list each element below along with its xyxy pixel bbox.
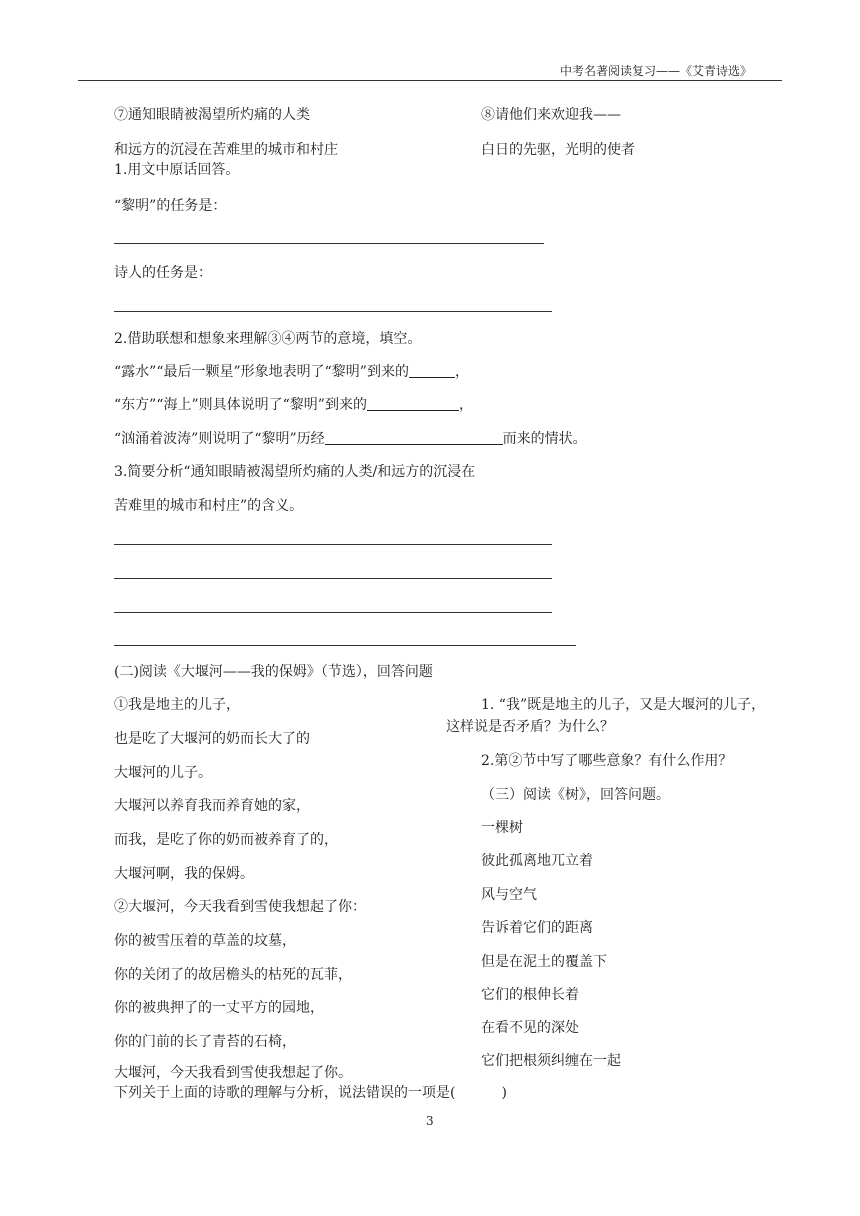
- final-question-close: ): [501, 1085, 507, 1101]
- poem-line: 它们把根须纠缠在一起: [481, 1053, 621, 1069]
- question-1-title: 1.用文中原话回答。: [114, 162, 240, 178]
- fill-blank[interactable]: [325, 430, 503, 445]
- section-3-title: （三）阅读《树》，回答问题。: [481, 787, 670, 803]
- section-2-question-1-cont: 这样说是否矛盾？为什么？: [446, 719, 614, 735]
- text: 而来的情状。: [502, 431, 587, 447]
- poem-line: ⑧请他们来欢迎我——: [481, 107, 621, 123]
- text: ，: [458, 397, 473, 413]
- fill-blank[interactable]: [409, 363, 455, 378]
- poem-line: 你的关闭了的故居檐头的枯死的瓦菲，: [114, 967, 352, 983]
- question-2-line-3: [114, 430, 587, 448]
- text: “露水”“最后一颗星”形象地表明了“黎明”到来的: [114, 364, 409, 380]
- text: “东方”“海上”则具体说明了“黎明”到来的: [114, 397, 367, 413]
- question-2-line-1: [114, 363, 469, 381]
- poem-line: 也是吃了大堰河的奶而长大了的: [114, 731, 310, 747]
- poem-line: 一棵树: [481, 820, 523, 836]
- page-number: 3: [426, 1114, 434, 1128]
- text: ，: [454, 364, 469, 380]
- poem-line: 你的被雪压着的草盖的坟墓，: [114, 933, 296, 949]
- poem-line: 风与空气: [481, 887, 537, 903]
- final-question-text: 下列关于上面的诗歌的理解与分析，说法错误的一项是(: [114, 1085, 456, 1101]
- poem-line: 大堰河，今天我看到雪使我想起了你。: [114, 1065, 352, 1081]
- answer-line[interactable]: [114, 311, 552, 312]
- section-2-question-1: 1. “我”既是地主的儿子，又是大堰河的儿子，: [481, 697, 766, 713]
- poem-line: 大堰河啊，我的保姆。: [114, 866, 254, 882]
- section-2-question-2: 2.第②节中写了哪些意象？有什么作用？: [481, 753, 733, 769]
- answer-line[interactable]: [114, 645, 576, 646]
- answer-line[interactable]: [114, 544, 552, 545]
- header-rule: [78, 80, 782, 81]
- question-1-label-a: “黎明”的任务是：: [114, 198, 227, 214]
- poem-line: 告诉着它们的距离: [481, 920, 593, 936]
- answer-line[interactable]: [114, 578, 552, 579]
- fill-blank[interactable]: [367, 396, 459, 411]
- poem-line: ②大堰河，今天我看到雪使我想起了你：: [114, 899, 366, 915]
- poem-line: 你的被典押了的一丈平方的园地，: [114, 1000, 324, 1016]
- question-3-title: 3.简要分析“通知眼睛被渴望所灼痛的人类/和远方的沉浸在: [114, 464, 476, 480]
- poem-line: 彼此孤离地兀立着: [481, 853, 593, 869]
- poem-line: ①我是地主的儿子，: [114, 697, 240, 713]
- question-2-title: 2.借助联想和想象来理解③④两节的意境，填空。: [114, 331, 422, 347]
- poem-line: 白日的先驱，光明的使者: [481, 142, 635, 158]
- poem-line: 而我，是吃了你的奶而被养育了的，: [114, 832, 338, 848]
- poem-line: 大堰河以养育我而养育她的家，: [114, 798, 310, 814]
- poem-line: 在看不见的深处: [481, 1020, 579, 1036]
- page-header-title: 中考名著阅读复习——《艾青诗选》: [559, 64, 752, 78]
- poem-line: 大堰河的儿子。: [114, 765, 212, 781]
- poem-line: 它们的根伸长着: [481, 987, 579, 1003]
- question-1-label-b: 诗人的任务是：: [114, 265, 212, 281]
- question-3-title-cont: 苦难里的城市和村庄”的含义。: [114, 498, 304, 514]
- poem-line: 你的门前的长了青苔的石椅，: [114, 1034, 296, 1050]
- poem-line: ⑦通知眼睛被渴望所灼痛的人类: [114, 107, 310, 123]
- poem-line: 和远方的沉浸在苦难里的城市和村庄: [114, 142, 338, 158]
- question-2-line-2: [114, 396, 473, 414]
- answer-line[interactable]: [114, 243, 544, 244]
- final-question: [114, 1084, 507, 1102]
- section-2-title: (二)阅读《大堰河——我的保姆》（节选），回答问题: [114, 664, 433, 680]
- text: “汹涌着波涛”则说明了“黎明”历经: [114, 431, 325, 447]
- poem-line: 但是在泥土的覆盖下: [481, 954, 607, 970]
- answer-line[interactable]: [114, 612, 552, 613]
